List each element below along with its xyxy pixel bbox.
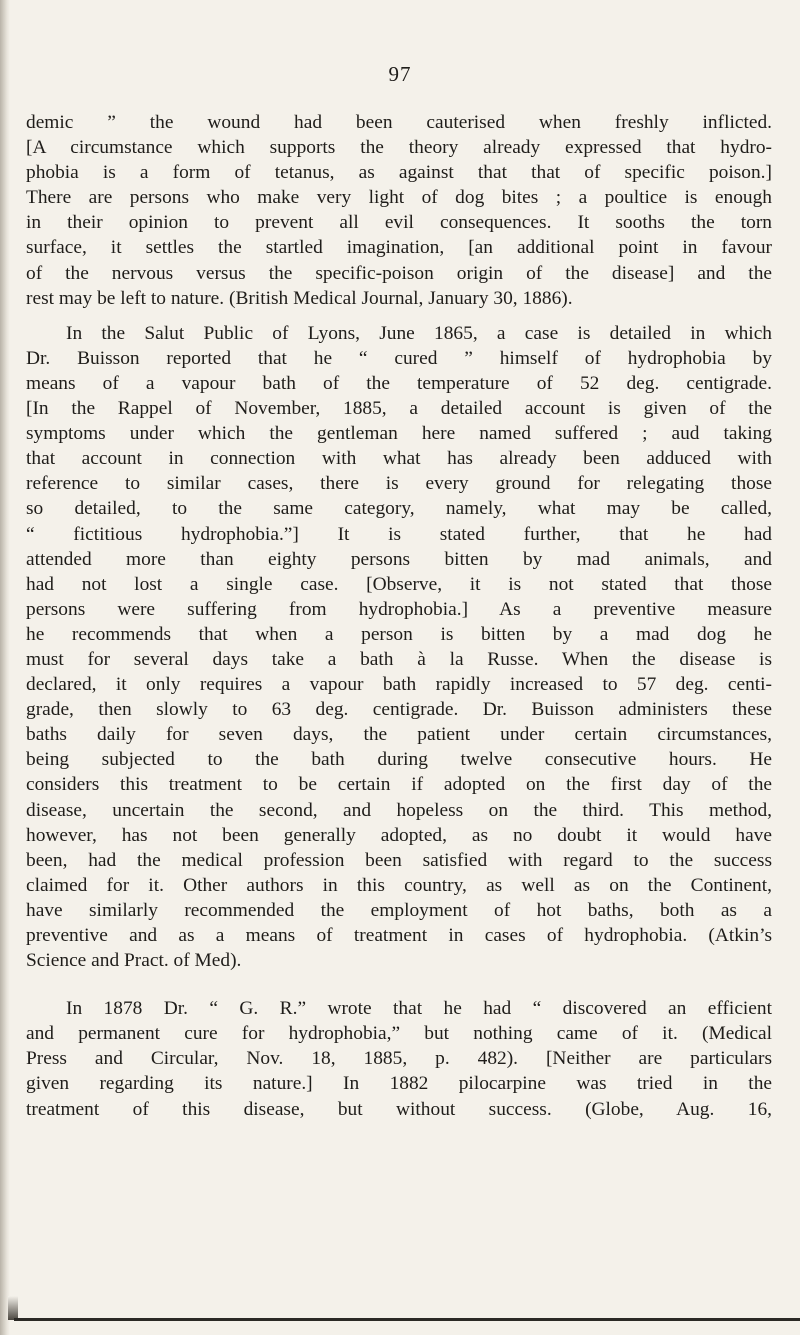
- text-line: in their opinion to prevent all evil consequences. It sooths the torn: [26, 212, 772, 234]
- paragraph-1: [26, 110, 772, 311]
- text-line: persons were suffering from hydrophobia.] As a preventive measure: [26, 598, 772, 620]
- text-line: given regarding its nature.] In 1882 pilocarpine was tried in the: [26, 1073, 772, 1095]
- text-line: symptoms under which the gentleman here named suffered ; aud taking: [26, 423, 772, 445]
- text-line: means of a vapour bath of the temperature of 52 deg. centigrade.: [26, 372, 772, 394]
- paragraph-2: [26, 321, 772, 973]
- paragraph-gap: [26, 973, 772, 996]
- text-line: phobia is a form of tetanus, as against that that of specific poison.]: [26, 162, 772, 184]
- text-line: must for several days take a bath à la Russe. When the disease is: [26, 648, 772, 670]
- text-line: of the nervous versus the specific-poison origin of the disease] and the: [26, 262, 772, 284]
- text-line: have similarly recommended the employment of hot baths, both as a: [26, 899, 772, 921]
- text-line: had not lost a single case. [Observe, it is not stated that those: [26, 573, 772, 595]
- text-line: claimed for it. Other authors in this country, as well as on the Continent,: [26, 874, 772, 896]
- text-line: Press and Circular, Nov. 18, 1885, p. 482). [Neither are particulars: [26, 1048, 772, 1070]
- text-line: being subjected to the bath during twelve consecutive hours. He: [26, 749, 772, 771]
- text-line: [A circumstance which supports the theory already expressed that hydro-: [26, 137, 772, 159]
- text-line: In 1878 Dr. “ G. R.” wrote that he had “ discovered an efficient: [66, 998, 772, 1020]
- text-line: Dr. Buisson reported that he “ cured ” himself of hydrophobia by: [26, 347, 772, 369]
- text-line: [In the Rappel of November, 1885, a detailed account is given of the: [26, 398, 772, 420]
- text-line: “ fictitious hydrophobia.”] It is stated further, that he had: [26, 523, 772, 545]
- text-line: and permanent cure for hydrophobia,” but nothing came of it. (Medical: [26, 1023, 772, 1045]
- text-line: attended more than eighty persons bitten by mad animals, and: [26, 548, 772, 570]
- text-line: however, has not been generally adopted, as no doubt it would have: [26, 824, 772, 846]
- bottom-rule: [14, 1318, 800, 1321]
- text-line: surface, it settles the startled imagination, [an additional point in favour: [26, 237, 772, 259]
- text-line: demic ” the wound had been cauterised when freshly inflicted.: [26, 112, 772, 133]
- body-text: [26, 110, 772, 1122]
- text-line: he recommends that when a person is bitten by a mad dog he: [26, 623, 772, 645]
- text-line: declared, it only requires a vapour bath rapidly increased to 57 deg. centi-: [26, 674, 772, 696]
- text-line: preventive and as a means of treatment in cases of hydrophobia. (Atkin’s: [26, 925, 772, 946]
- text-line: In the Salut Public of Lyons, June 1865, a case is detailed in which: [66, 322, 772, 344]
- text-line: There are persons who make very light of dog bites ; a poultice is enough: [26, 187, 772, 209]
- text-line: reference to similar cases, there is every ground for relegating those: [26, 473, 772, 495]
- text-line: that account in connection with what has already been adduced with: [26, 448, 772, 470]
- text-line: been, had the medical profession been satisfied with regard to the success: [26, 849, 772, 871]
- paragraph-3: [26, 996, 772, 1121]
- text-line: baths daily for seven days, the patient under certain circumstances,: [26, 724, 772, 746]
- binding-edge: [0, 0, 10, 1335]
- page-number: 97: [388, 62, 412, 86]
- text-line: so detailed, to the same category, namely, what may be called,: [26, 498, 772, 520]
- binding-shadow: [8, 1296, 18, 1320]
- text-line: treatment of this disease, but without success. (Globe, Aug. 16,: [26, 1098, 772, 1120]
- text-line: disease, uncertain the second, and hopeless on the third. This method,: [26, 799, 772, 821]
- paragraph-gap: [26, 311, 772, 321]
- text-line: grade, then slowly to 63 deg. centigrade. Dr. Buisson administers these: [26, 699, 772, 721]
- text-line: considers this treatment to be certain if adopted on the first day of the: [26, 774, 772, 796]
- text-line: rest may be left to nature. (British Medical Journal, January 30, 1886).: [26, 287, 573, 309]
- text-line: Science and Pract. of Med).: [26, 950, 242, 972]
